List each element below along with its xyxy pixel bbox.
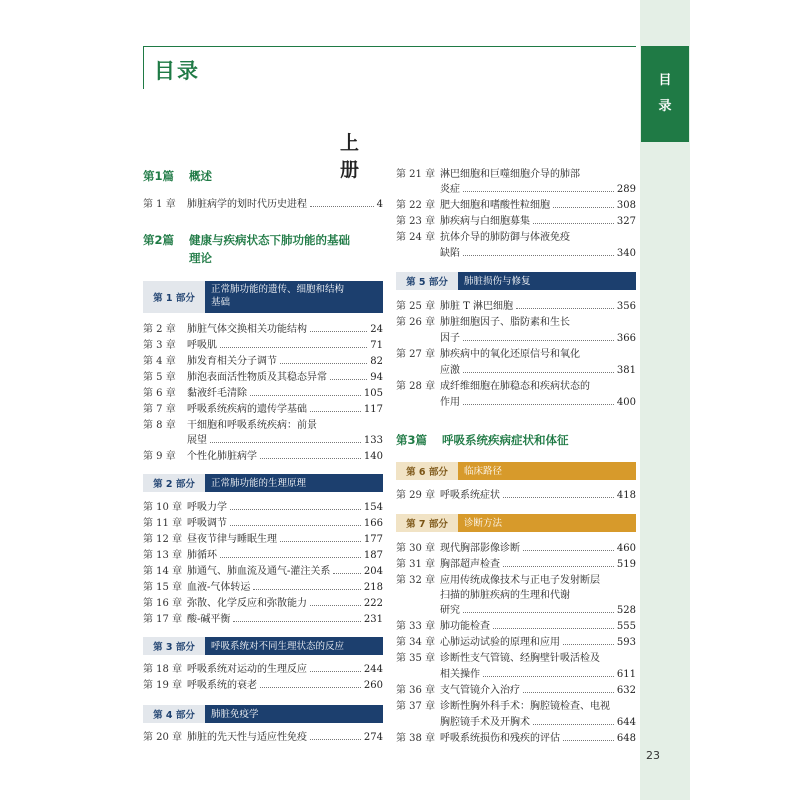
chapter-number: 第 35 章 [396,653,436,664]
page-ref: 327 [616,216,636,227]
chapter-number: 第 18 章 [143,664,183,675]
section-label: 第 4 部分 [143,705,205,723]
chapter-number: 第 15 章 [143,582,183,593]
toc-entry[interactable] [143,323,383,336]
page-ref: 460 [616,543,636,554]
chapter-title-cont: 因子 [440,333,460,344]
chapter-title: 昼夜节律与睡眠生理 [187,534,277,545]
toc-entry-cont[interactable] [440,396,636,409]
part-number: 第2篇 [143,233,175,247]
chapter-title-cont: 相关操作 [440,669,480,680]
chapter-number: 第 29 章 [396,490,436,501]
toc-entry[interactable] [143,597,383,610]
chapter-number: 第 16 章 [143,598,183,609]
chapter-number: 第 37 章 [396,701,436,712]
chapter-number: 第 11 章 [143,518,183,529]
page-ref: 177 [363,534,383,545]
toc-entry[interactable] [143,403,383,416]
chapter-number: 第 14 章 [143,566,183,577]
toc-entry-cont[interactable] [440,716,636,729]
section-label: 第 7 部分 [396,514,458,532]
chapter-number: 第 10 章 [143,502,183,513]
page-ref: 611 [616,669,636,680]
chapter-number: 第 30 章 [396,543,436,554]
page-ref: 340 [616,248,636,259]
page-ref: 140 [363,451,383,462]
page-ref: 231 [363,614,383,625]
section-banner [143,705,383,723]
part-heading [396,432,569,448]
chapter-title: 应用传统成像技术与正电子发射断层 [440,575,600,586]
page-ref: 82 [370,356,383,367]
toc-entry[interactable] [143,731,383,744]
chapter-title: 肺功能检查 [440,621,490,632]
page-ref: 24 [370,324,383,335]
side-tab-label[interactable] [641,46,689,142]
page-ref: 356 [616,301,636,312]
page-number: 23 [646,749,660,762]
page-ref: 94 [370,372,383,383]
toc-entry[interactable] [143,355,383,368]
toc-entry[interactable] [143,549,383,562]
chapter-title: 呼吸力学 [187,502,227,513]
page-ref: 366 [616,333,636,344]
chapter-number: 第 31 章 [396,559,436,570]
chapter-number: 第 17 章 [143,614,183,625]
chapter-title: 肺发育相关分子调节 [187,356,277,367]
part-title: 呼吸系统疾病症状和体征 [442,433,569,447]
chapter-title: 呼吸调节 [187,518,227,529]
toc-entry[interactable] [396,348,636,361]
chapter-number: 第 7 章 [143,404,176,415]
chapter-title: 胸部超声检查 [440,559,500,570]
toc-entry[interactable] [396,558,636,571]
chapter-number: 第 36 章 [396,685,436,696]
chapter-title: 弥散、化学反应和弥散能力 [187,598,307,609]
section-title: 呼吸系统对不同生理状态的反应 [211,640,345,652]
chapter-title: 酸-碱平衡 [187,614,231,625]
section-title-cont: 基础 [211,297,231,308]
toc-entry[interactable] [396,316,636,329]
chapter-title: 呼吸肌 [187,340,217,351]
chapter-number: 第 24 章 [396,232,436,243]
page-ref: 260 [363,680,383,691]
section-banner [143,281,383,313]
section-banner [396,462,636,480]
chapter-title: 肺脏细胞因子、脂防素和生长 [440,317,570,328]
toc-entry[interactable] [143,419,383,432]
page-ref: 154 [363,502,383,513]
section-title: 肺脏损伤与修复 [464,275,531,287]
chapter-title-cont: 扫描的肺脏疾病的生理和代谢 [440,590,570,601]
chapter-number: 第 28 章 [396,381,436,392]
page-ref: 166 [363,518,383,529]
page-ref: 4 [376,199,383,210]
page-ref: 244 [363,664,383,675]
part-heading [143,168,212,184]
chapter-title: 血液-气体转运 [187,582,251,593]
chapter-title: 个性化肺脏病学 [187,451,257,462]
page-ref: 648 [616,733,636,744]
section-banner [143,637,383,655]
toc-entry[interactable] [396,620,636,633]
chapter-number: 第 19 章 [143,680,183,691]
chapter-title: 肺脏 T 淋巴细胞 [440,301,514,312]
chapter-number: 第 8 章 [143,420,176,431]
section-label: 第 1 部分 [143,281,205,313]
toc-entry[interactable] [143,339,383,352]
part-number: 第3篇 [396,433,428,447]
chapter-number: 第 32 章 [396,575,436,586]
chapter-title: 呼吸系统疾病的遗传学基础 [187,404,307,415]
toc-entry[interactable] [396,700,636,713]
section-title: 诊断方法 [464,517,503,529]
chapter-title: 肺通气、肺血流及通气-灌注关系 [187,566,331,577]
chapter-title-cont: 缺陷 [440,248,460,259]
page-ref: 105 [363,388,383,399]
chapter-number: 第 33 章 [396,621,436,632]
section-banner [143,474,383,492]
chapter-number: 第 34 章 [396,637,436,648]
part-title: 健康与疾病状态下肺功能的基础 [189,233,350,247]
chapter-number: 第 6 章 [143,388,176,399]
toc-entry[interactable] [396,231,636,244]
side-tab-char-1: 目 [658,73,672,88]
page-ref: 381 [616,365,636,376]
toc-entry[interactable] [396,636,636,649]
chapter-title: 肺疾病与白细胞募集 [440,216,530,227]
toc-entry[interactable] [143,663,383,676]
toc-entry[interactable] [143,517,383,530]
page-ref: 555 [616,621,636,632]
toc-entry[interactable] [396,300,636,313]
chapter-number: 第 9 章 [143,451,176,462]
chapter-number: 第 23 章 [396,216,436,227]
chapter-title: 呼吸系统的衰老 [187,680,257,691]
page-ref: 400 [616,397,636,408]
toc-entry[interactable] [143,581,383,594]
page-title: 目录 [154,59,200,83]
page-ref: 593 [616,637,636,648]
section-title: 正常肺功能的遗传、细胞和结构 [211,284,345,295]
toc-entry[interactable] [143,387,383,400]
page-ref: 133 [363,435,383,446]
chapter-title: 淋巴细胞和巨噬细胞介导的肺部 [440,169,580,180]
chapter-number: 第 12 章 [143,534,183,545]
toc-entry-cont[interactable] [187,434,383,447]
page-ref: 519 [616,559,636,570]
chapter-number: 第 1 章 [143,199,176,210]
chapter-title: 肺循环 [187,550,217,561]
toc-entry-cont[interactable] [440,332,636,345]
part-heading [143,232,350,248]
toc-entry[interactable] [396,380,636,393]
toc-entry[interactable] [143,533,383,546]
section-label: 第 5 部分 [396,272,458,290]
toc-entry-cont[interactable] [440,364,636,377]
chapter-number: 第 25 章 [396,301,436,312]
part-number: 第1篇 [143,169,175,183]
chapter-number: 第 3 章 [143,340,176,351]
toc-entry[interactable] [396,199,636,212]
toc-entry-cont[interactable] [440,604,636,617]
toc-entry[interactable] [143,565,383,578]
toc-entry-cont[interactable] [440,589,636,602]
toc-entry[interactable] [396,574,636,587]
toc-entry[interactable] [143,679,383,692]
chapter-title: 呼吸系统对运动的生理反应 [187,664,307,675]
chapter-title: 肺泡表面活性物质及其稳态异常 [187,372,327,383]
page-ref: 632 [616,685,636,696]
page-ref: 308 [616,200,636,211]
toc-entry-cont[interactable] [440,247,636,260]
section-title: 肺脏免疫学 [211,708,259,720]
chapter-title: 肺脏病学的划时代历史进程 [187,199,307,210]
chapter-number: 第 4 章 [143,356,176,367]
page-ref: 218 [363,582,383,593]
toc-entry[interactable] [143,450,383,463]
chapter-number: 第 21 章 [396,169,436,180]
chapter-title: 肥大细胞和嗜酸性粒细胞 [440,200,550,211]
chapter-number: 第 5 章 [143,372,176,383]
page-ref: 117 [363,404,383,415]
page-ref: 274 [363,732,383,743]
toc-entry[interactable] [143,371,383,384]
toc-entry[interactable] [396,168,636,181]
chapter-title-cont: 应激 [440,365,460,376]
chapter-number: 第 13 章 [143,550,183,561]
section-title: 正常肺功能的生理原理 [211,477,307,489]
page-ref: 644 [616,717,636,728]
toc-entry-cont[interactable] [440,668,636,681]
chapter-number: 第 27 章 [396,349,436,360]
toc-entry[interactable] [396,652,636,665]
section-title: 临床路径 [464,465,503,477]
side-tab-char-2: 录 [658,99,672,114]
page-ref: 187 [363,550,383,561]
chapter-title-cont: 研究 [440,605,460,616]
chapter-title: 心肺运动试验的原理和应用 [440,637,560,648]
chapter-title: 诊断性支气管镜、经胸壁针吸活检及 [440,653,600,664]
chapter-number: 第 38 章 [396,733,436,744]
chapter-title-cont: 作用 [440,397,460,408]
chapter-number: 第 20 章 [143,732,183,743]
page-ref: 222 [363,598,383,609]
chapter-title: 呼吸系统损伤和残疾的评估 [440,733,560,744]
chapter-title: 干细胞和呼吸系统疾病：前景 [187,420,317,431]
chapter-number: 第 22 章 [396,200,436,211]
chapter-title: 肺脏的先天性与适应性免疫 [187,732,307,743]
title-frame [143,46,636,89]
toc-entry[interactable] [143,198,383,211]
chapter-title-cont: 胸腔镜手术及开胸术 [440,717,530,728]
chapter-title: 支气管镜介入治疗 [440,685,520,696]
chapter-title: 诊断性胸外科手术：胸腔镜检查、电视 [440,701,610,712]
part-title: 概述 [189,169,212,183]
toc-entry-cont[interactable] [440,183,636,196]
toc-entry[interactable] [396,542,636,555]
page-ref: 71 [370,340,383,351]
toc-entry[interactable] [143,613,383,626]
chapter-title-cont: 炎症 [440,184,460,195]
chapter-title: 肺脏气体交换相关功能结构 [187,324,307,335]
chapter-number: 第 26 章 [396,317,436,328]
chapter-title: 呼吸系统症状 [440,490,500,501]
chapter-number: 第 2 章 [143,324,176,335]
chapter-title: 抗体介导的肺防御与体液免疫 [440,232,570,243]
section-banner [396,272,636,290]
toc-entry[interactable] [396,684,636,697]
page-ref: 528 [616,605,636,616]
toc-entry[interactable] [396,489,636,502]
section-banner [396,514,636,532]
section-label: 第 3 部分 [143,637,205,655]
chapter-title: 成纤维细胞在肺稳态和疾病状态的 [440,381,590,392]
page-ref: 204 [363,566,383,577]
volume-heading: 上册 [340,132,388,181]
part-title-cont: 理论 [189,251,212,265]
toc-entry[interactable] [143,501,383,514]
toc-entry[interactable] [396,215,636,228]
page-ref: 418 [616,490,636,501]
page-ref: 289 [616,184,636,195]
chapter-title: 黏液纤毛清除 [187,388,247,399]
section-label: 第 6 部分 [396,462,458,480]
chapter-title-cont: 展望 [187,435,207,446]
toc-entry[interactable] [396,732,636,745]
chapter-title: 现代胸部影像诊断 [440,543,520,554]
section-label: 第 2 部分 [143,474,205,492]
chapter-title: 肺疾病中的氧化还原信号和氧化 [440,349,580,360]
